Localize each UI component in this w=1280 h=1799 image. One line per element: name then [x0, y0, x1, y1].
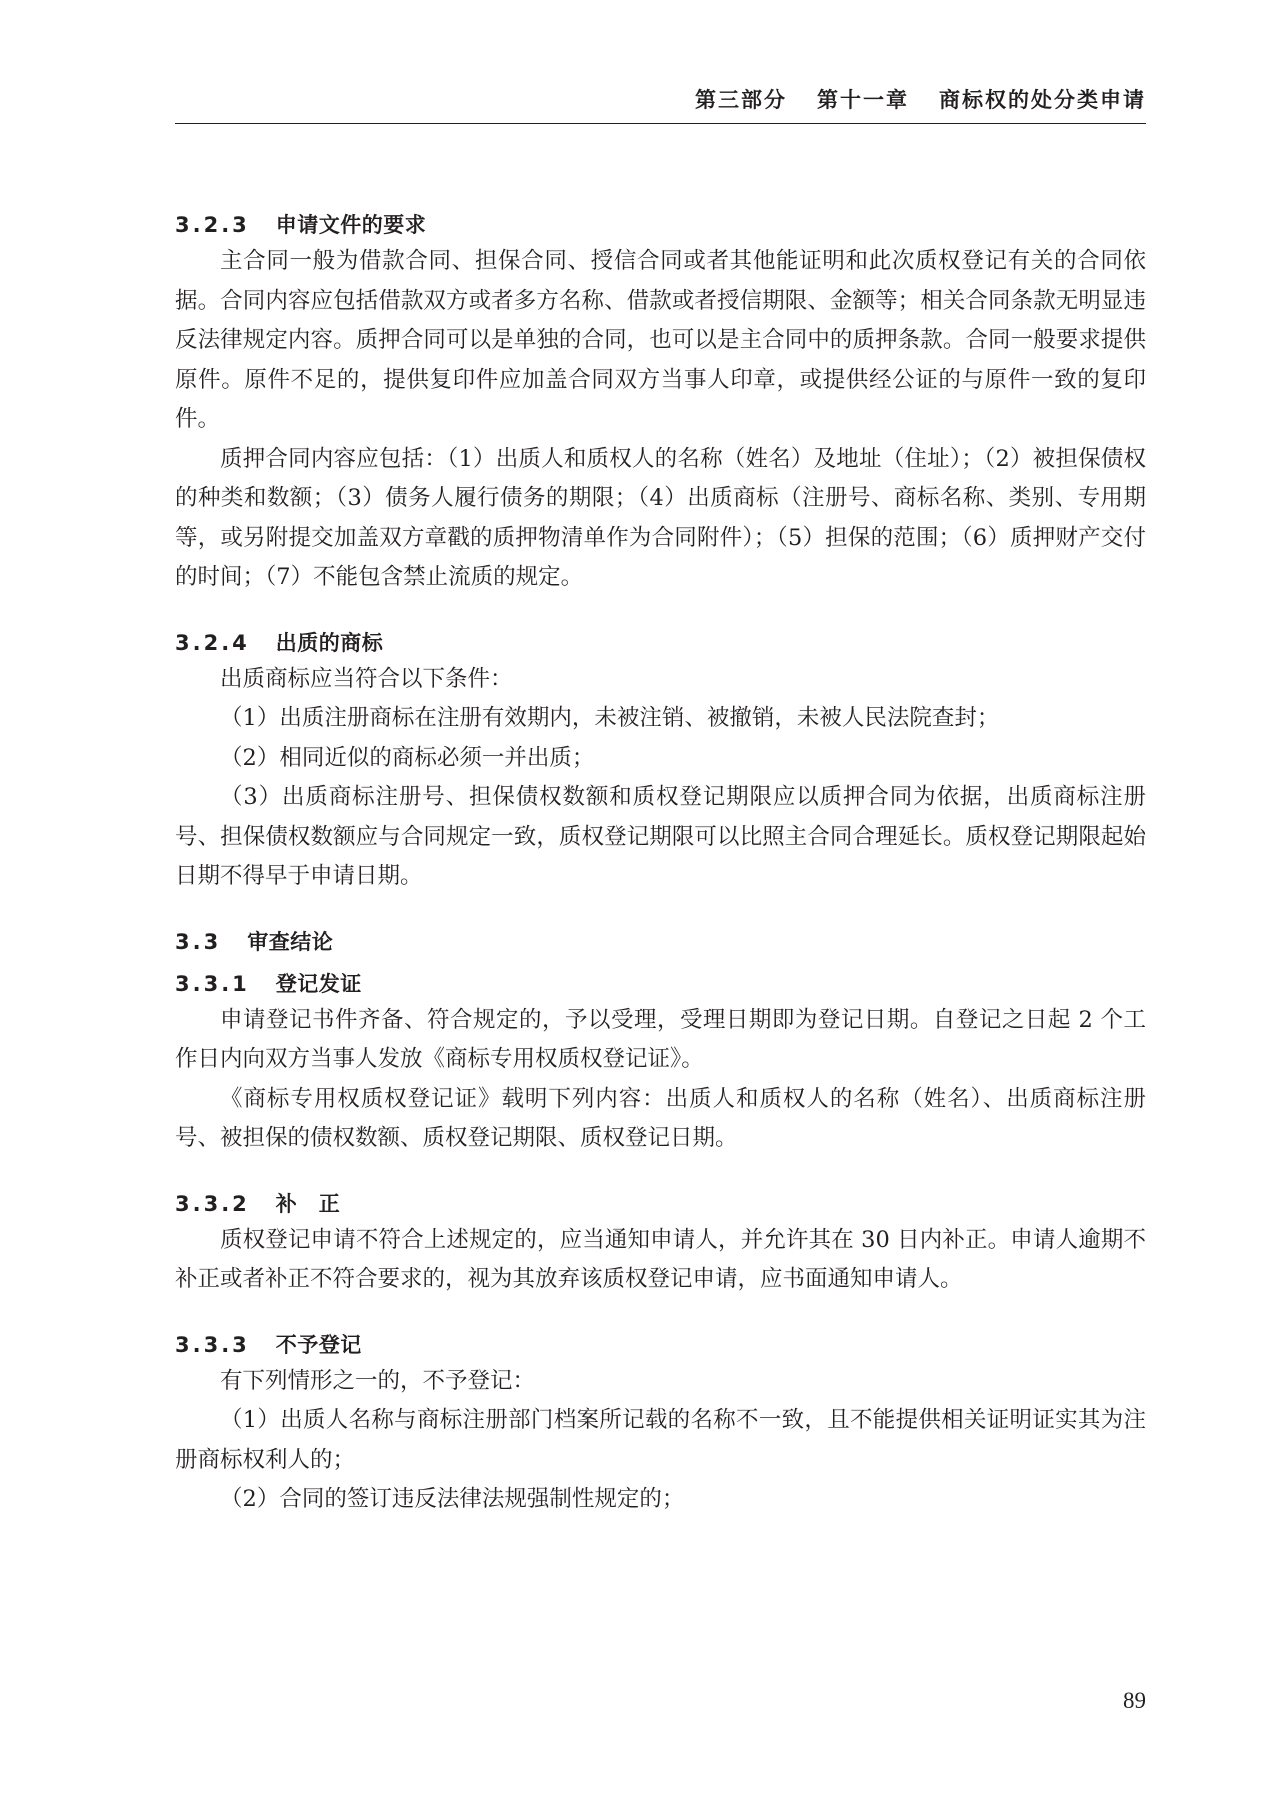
list-item: （3）出质商标注册号、担保债权数额和质权登记期限应以质押合同为依据，出质商标注册号、担保债权数额应与合同规定一致，质权登记期限可以比照主合同合理延长。质权登记期限起始日期不得早于申请日期。 — [175, 784, 1146, 889]
list-item: （1）出质人名称与商标注册部门档案所记载的名称不一致，且不能提供相关证明证实其为注册商标权利人的； — [175, 1407, 1146, 1473]
paragraph: 质押合同内容应包括：（1）出质人和质权人的名称（姓名）及地址（住址）；（2）被担保债权的种类和数额；（3）债务人履行债务的期限；（4）出质商标（注册号、商标名称、类别、专用期等，或另附提交加盖双方章戳的质押物清单作为合同附件）；（5）担保的范围；（6）质押财产交付的时间；（7）不能包含禁止流质的规定。 — [175, 445, 1146, 590]
section-title: 出质的商标 — [275, 630, 384, 655]
section-3-2-4 — [175, 626, 1146, 897]
list-item: （1）出质注册商标在注册有效期内，未被注销、被撤销，未被人民法院查封； — [220, 705, 1000, 731]
section-heading — [175, 925, 1146, 959]
section-title: 审查结论 — [247, 929, 334, 954]
section-title: 登记发证 — [275, 971, 362, 996]
section-title: 补 正 — [275, 1191, 341, 1216]
section-number: 3.3 — [175, 929, 222, 954]
section-3-3-3 — [175, 1328, 1146, 1520]
section-gap — [175, 959, 1146, 967]
header-part: 第三部分 — [695, 87, 787, 112]
section-gap — [175, 897, 1146, 925]
running-header — [175, 84, 1146, 114]
section-heading — [175, 967, 1146, 1001]
header-title: 商标权的处分类申请 — [939, 87, 1146, 112]
header-rule — [175, 123, 1146, 124]
section-number: 3.2.4 — [175, 630, 250, 655]
paragraph: 质权登记申请不符合上述规定的，应当通知申请人，并允许其在 30 日内补正。申请人逾期不补正或者补正不符合要求的，视为其放弃该质权登记申请，应书面通知申请人。 — [175, 1226, 1146, 1292]
page-body — [175, 208, 1146, 1520]
section-number: 3.3.2 — [175, 1191, 250, 1216]
section-number: 3.2.3 — [175, 213, 250, 237]
section-heading — [175, 626, 1146, 660]
paragraph: 有下列情形之一的，不予登记： — [220, 1367, 536, 1394]
section-3-3 — [175, 925, 1146, 959]
section-3-3-2 — [175, 1187, 1146, 1300]
section-title: 不予登记 — [275, 1332, 362, 1357]
list-item: （2）合同的签订违反法律法规强制性规定的； — [220, 1486, 685, 1512]
page-number: 89 — [1123, 1688, 1146, 1713]
section-gap — [175, 1159, 1146, 1187]
section-3-3-1 — [175, 967, 1146, 1159]
section-gap — [175, 598, 1146, 626]
section-heading — [175, 1328, 1146, 1362]
paragraph: 主合同一般为借款合同、担保合同、授信合同或者其他能证明和此次质权登记有关的合同依据。合同内容应包括借款双方或者多方名称、借款或者授信期限、金额等；相关合同条款无明显违反法律规定内容。质押合同可以是单独的合同，也可以是主合同中的质押条款。合同一般要求提供原件。原件不足的，提供复印件应加盖合同双方当事人印章，或提供经公证的与原件一致的复印件。 — [175, 248, 1146, 432]
section-gap — [175, 1300, 1146, 1328]
paragraph: 申请登记书件齐备、符合规定的，予以受理，受理日期即为登记日期。自登记之日起 2 个工作日内向双方当事人发放《商标专用权质权登记证》。 — [175, 1006, 1146, 1072]
list-item: （2）相同近似的商标必须一并出质； — [220, 744, 595, 771]
section-heading — [175, 208, 1146, 242]
section-heading — [175, 1187, 1146, 1221]
section-3-2-3 — [175, 208, 1146, 598]
section-number: 3.3.3 — [175, 1332, 250, 1357]
paragraph: 出质商标应当符合以下条件： — [220, 665, 513, 692]
paragraph: 《商标专用权质权登记证》载明下列内容：出质人和质权人的名称（姓名）、出质商标注册号、被担保的债权数额、质权登记期限、质权登记日期。 — [175, 1085, 1146, 1151]
header-chapter: 第十一章 — [817, 87, 909, 112]
section-number: 3.3.1 — [175, 971, 250, 996]
section-title: 申请文件的要求 — [275, 213, 427, 237]
